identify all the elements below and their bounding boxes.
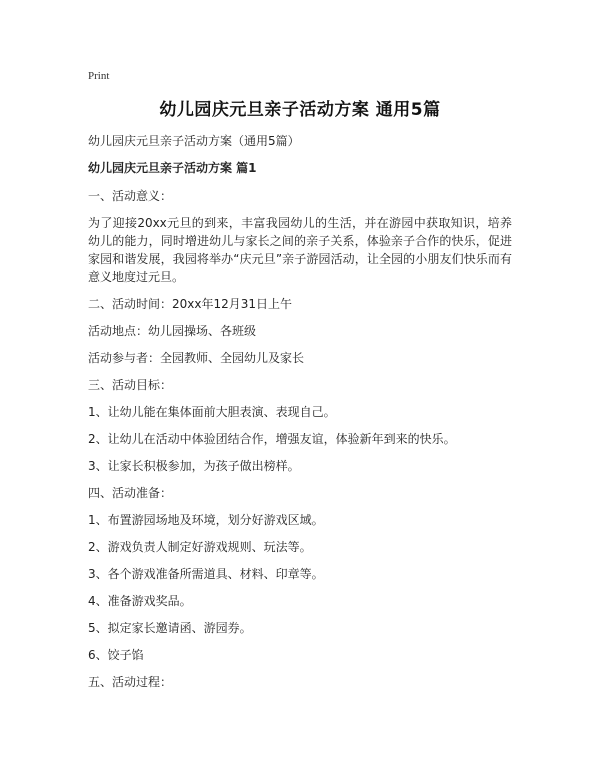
document-body bbox=[88, 132, 512, 700]
paragraph-activity-significance: 为了迎接20xx元旦的到来，丰富我园幼儿的生活，并在游园中获取知识，培养幼儿的能力，同时增进幼儿与家长之间的亲子关系，体验亲子合作的快乐，促进家园和谐发展，我园将举办“庆元旦”亲子游园活动，让全园的小朋友们快乐而有意义地度过元旦。 bbox=[88, 216, 512, 284]
heading-activity-goals: 三、活动目标： bbox=[88, 378, 173, 392]
section-heading: 幼儿园庆元旦亲子活动方案 篇1 bbox=[88, 161, 257, 175]
print-link[interactable]: Print bbox=[88, 70, 110, 82]
page-title: 幼儿园庆元旦亲子活动方案 通用5篇 bbox=[159, 100, 441, 120]
heading-activity-process: 五、活动过程： bbox=[88, 675, 173, 689]
heading-activity-preparation: 四、活动准备： bbox=[88, 486, 173, 500]
document-subtitle: 幼儿园庆元旦亲子活动方案（通用5篇） bbox=[88, 134, 300, 148]
prep-item-2: 2、游戏负责人制定好游戏规则、玩法等。 bbox=[88, 540, 312, 554]
goal-item-2: 2、让幼儿在活动中体验团结合作，增强友谊，体验新年到来的快乐。 bbox=[88, 432, 456, 446]
prep-item-3: 3、各个游戏准备所需道具、材料、印章等。 bbox=[88, 567, 324, 581]
heading-activity-time: 二、活动时间：20xx年12月31日上午 bbox=[88, 297, 293, 311]
heading-activity-significance: 一、活动意义： bbox=[88, 189, 173, 203]
activity-location: 活动地点：幼儿园操场、各班级 bbox=[88, 324, 257, 338]
prep-item-4: 4、准备游戏奖品。 bbox=[88, 594, 192, 608]
prep-item-5: 5、拟定家长邀请函、游园券。 bbox=[88, 621, 252, 635]
activity-participants: 活动参与者：全园教师、全园幼儿及家长 bbox=[88, 351, 305, 365]
goal-item-1: 1、让幼儿能在集体面前大胆表演、表现自己。 bbox=[88, 405, 336, 419]
prep-item-6: 6、饺子馅 bbox=[88, 648, 144, 662]
prep-item-1: 1、布置游园场地及环境，划分好游戏区域。 bbox=[88, 513, 324, 527]
goal-item-3: 3、让家长积极参加，为孩子做出榜样。 bbox=[88, 459, 300, 473]
